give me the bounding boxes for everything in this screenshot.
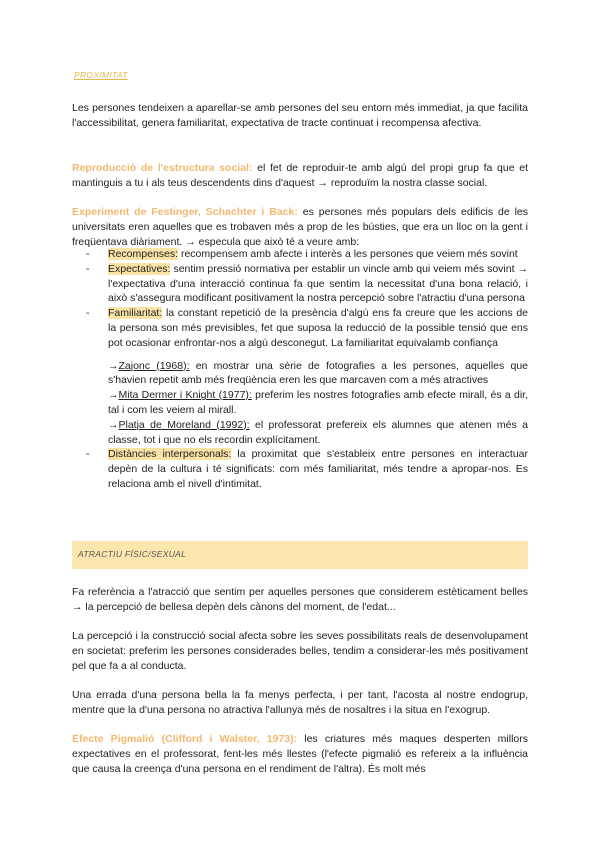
- paragraph-text: Fa referència a l'atracció que sentim per aquelles persones que considerem estèticament belles → la percepció de bellesa depèn dels cànons del moment, de l'edat...: [72, 586, 528, 613]
- reference-text: en mostrar una sèrie de fotografies a les persones, aquelles que s'havien repetit amb més freqüència eren les que marcaven com a més atractives: [108, 359, 528, 387]
- reference-zajonc: [108, 359, 528, 389]
- reference-name: Zajonc (1968):: [118, 359, 190, 372]
- list-item: - Distàncies interpersonals: la proximitat que s'estableix entre persones en interactuar depèn de la cultura i té significats: com més familiaritat, més tendre a apropar-nos. Es relaciona amb el nivell d'intimitat.: [86, 448, 528, 490]
- reference-moreland: [108, 418, 528, 448]
- pigmalio-paragraph: [72, 732, 528, 777]
- arrow-glyph: →: [108, 389, 119, 402]
- bullet-term: Distàncies interpersonals:: [108, 448, 232, 461]
- reference-name: Mita Dermer i Knight (1977):: [118, 389, 252, 402]
- reproduccio-label: Reproducció de l'estructura social:: [72, 162, 253, 174]
- bullet-term: Expectatives:: [108, 262, 171, 275]
- reference-text: preferim les nostres fotografies amb efecte mirall, és a dir, tal i com les veiem al mirall.: [108, 389, 528, 416]
- pigmalio-label: Efecte Pigmalió (Clifford i Walster, 1973):: [72, 733, 298, 745]
- experiment-text: es persones més populars dels edificis de les universitats eren aquelles que es trobaven més a prop de les bústies, que era un lloc on la gent i freqüentava diàriament. → especula que això té a veure amb:: [72, 206, 528, 248]
- atractiu-paragraph-1: [72, 585, 528, 615]
- bullet-text: sentim pressió normativa per establir un vincle amb qui veiem més sovint → l'expectativa d'una interacció continua fa que sentim la necessitat d'una bona relació, i això s'assegura modificant positivament la nostra percepció sobre l'atractiu d'una persona: [108, 262, 528, 305]
- reference-text: el professorat prefereix els alumnes que atenen més a classe, tot i que no els recordin explícitament.: [108, 418, 528, 446]
- section-header-band: [72, 541, 528, 569]
- arrow-glyph: →: [108, 418, 119, 431]
- bullet-list: [72, 247, 528, 492]
- reproduccio-paragraph: [72, 161, 528, 191]
- bullet-term: Familiaritat:: [108, 307, 163, 320]
- bullet-term: Recompenses:: [108, 248, 179, 260]
- intro-text: Les persones tendeixen a aparellar-se amb persones del seu entorn més immediat, ja que facilita l'accessibilitat, genera familiaritat, expectativa de tracte continuat i recompensa afectiva.: [72, 102, 528, 129]
- list-item: - Recompenses: recompensem amb afecte i interès a les persones que veiem més sovint: [86, 248, 518, 260]
- list-item: - Familiaritat: la constant repetició de la presència d'algú ens fa creure que les accions de la persona son més previsibles, fet que suposa la reducció de la possible tensió que ens pot ocasionar enfrontar-nos a algú desconegut. La familiaritat equivalamb confiança →Zajonc (1968): en mostrar una sèrie de fotografies a les persones, aquelles que s'havien repetit amb més freqüència eren les que marcaven com a més atractives →Mita Dermer i Knight (1977): preferim les nostres fotografies amb efecte mirall, és a dir, tal i com les veiem al mirall. →Platja de Moreland (1992): el professorat prefereix els alumnes que atenen més a classe, tot i que no els recordin explícitament.: [86, 307, 528, 446]
- experiment-label: Experiment de Festinger, Schachter i Back:: [72, 206, 298, 218]
- list-item: - Expectatives: sentim pressió normativa per establir un vincle amb qui veiem més sovint → l'expectativa d'una interacció continua fa que sentim la necessitat d'una bona relació, i això s'assegura modificant positivament la nostra percepció sobre l'atractiu d'una persona: [86, 262, 528, 305]
- reference-mita: [108, 388, 528, 418]
- bullet-text: recompensem amb afecte i interès a les persones que veiem més sovint: [178, 248, 518, 260]
- paragraph-text: La percepció i la construcció social afecta sobre les seves possibilitats reals de desenvolupament en societat: preferim les persones considerades belles, tendim a considerar-les més positivament pel que fa a al conducta.: [72, 630, 528, 672]
- paragraph-text: Una errada d'una persona bella la fa menys perfecta, i per tant, l'acosta al nostre endogrup, mentre que la d'una persona no atractiva l'allunya més de nosaltres i la situa en l'exogrup.: [72, 689, 528, 716]
- intro-paragraph: [72, 101, 528, 131]
- bullet-text: la proximitat que s'estableix entre persones en interactuar depèn de la cultura i té significats: com més familiaritat, més tendre a apropar-nos. Es relaciona amb el nivell d'intimitat.: [108, 448, 528, 490]
- reference-name: Platja de Moreland (1992):: [118, 418, 250, 431]
- arrow-glyph: →: [108, 359, 119, 372]
- experiment-paragraph: [72, 205, 528, 250]
- pigmalio-text: les criatures més maques desperten millors expectatives en el professorat, fent-les més llestes (l'efecte pigmalió es refereix a la influència que causa la creença d'una persona en el rendiment de l'altra). És molt més: [72, 733, 528, 775]
- atractiu-paragraph-3: [72, 688, 528, 718]
- atractiu-paragraph-2: [72, 629, 528, 674]
- bullet-text: la constant repetició de la presència d'algú ens fa creure que les accions de la persona son més previsibles, fet que suposa la reducció de la possible tensió que ens pot ocasionar enfrontar-nos a algú desconegut. La familiaritat equivalamb confiança: [108, 307, 528, 349]
- reproduccio-text: el fet de reproduir-te amb algú del propi grup fa que et mantinguis a tu i als teus descendents dins d'aquest → reproduïm la nostra classe social.: [72, 162, 528, 189]
- section-title-proximitat: PROXIMITAT: [74, 70, 128, 80]
- section-title-atractiu: ATRACTIU FÍSIC/SEXUAL: [78, 549, 187, 559]
